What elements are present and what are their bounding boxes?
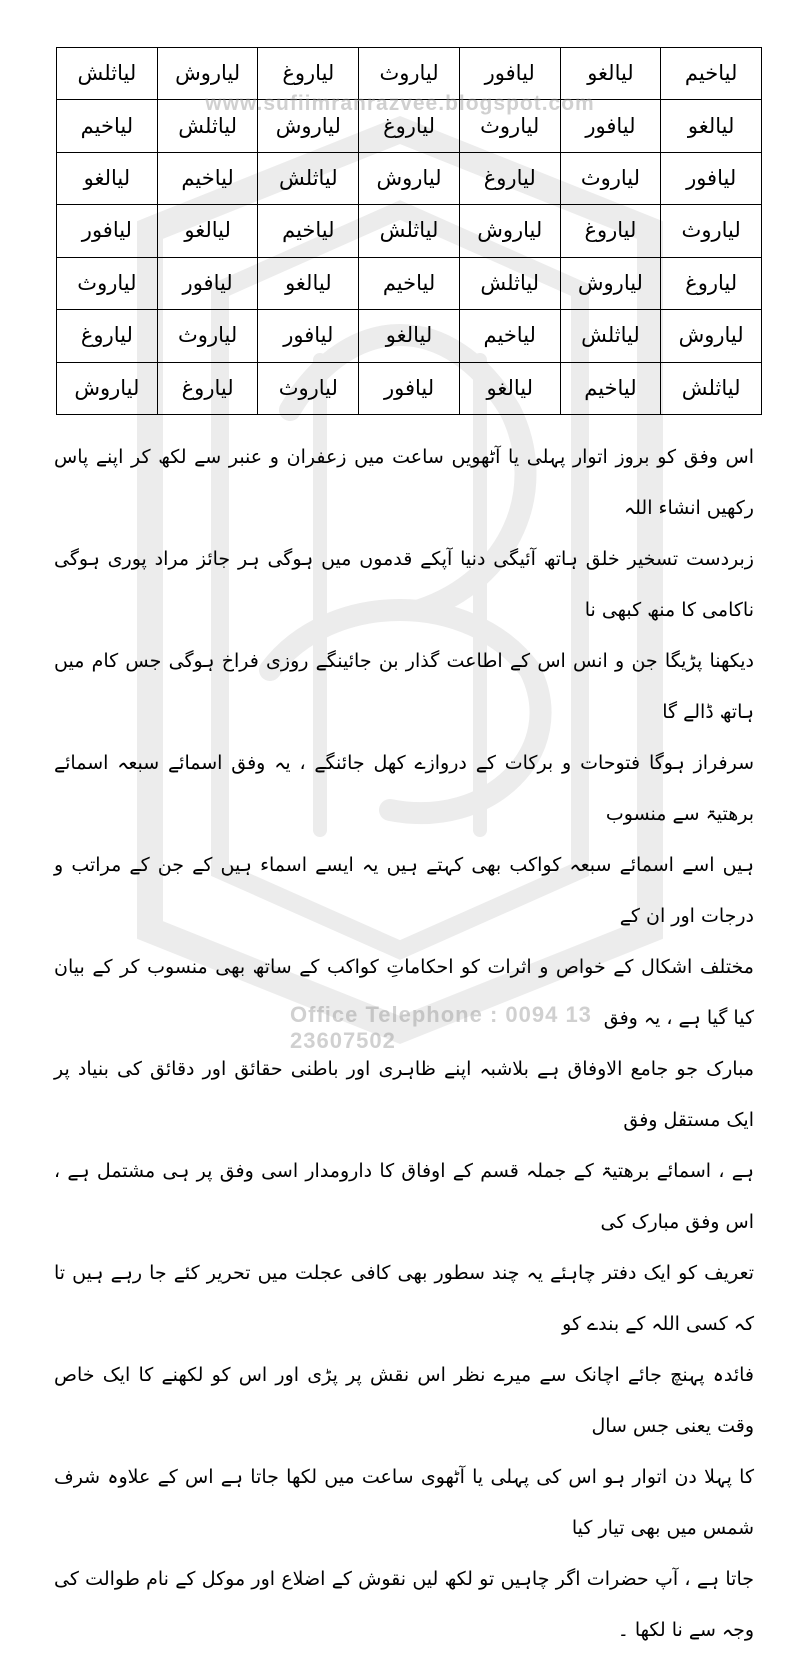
grid-cell: لیالغو — [258, 257, 359, 309]
grid-cell: لیاثلش — [157, 100, 258, 152]
grid-cell: لیاروث — [258, 362, 359, 414]
grid-cell: لیاخیم — [57, 100, 158, 152]
grid-row — [57, 257, 762, 309]
grid-cell: لیاروش — [258, 100, 359, 152]
grid-cell: لیاروغ — [560, 205, 661, 257]
grid-cell: لیاروش — [57, 362, 158, 414]
grid-cell: لیاروغ — [157, 362, 258, 414]
grid-cell: لیاروغ — [661, 257, 762, 309]
grid-cell: لیاثلش — [359, 205, 460, 257]
grid-cell: لیافور — [57, 205, 158, 257]
grid-cell: لیاروث — [57, 257, 158, 309]
body-line: جاتا ہے ، آپ حضرات اگر چاہیں تو لکھ لیں نقوش کے اضلاع اور موکل کے نام طوالت کی وجہ سے نا لکھا ۔ — [54, 1568, 754, 1641]
grid-cell: لیاروث — [560, 152, 661, 204]
grid-cell: لیاروث — [157, 310, 258, 362]
body-line: زبردست تسخیر خلق ہاتھ آئیگی دنیا آپکے قدموں میں ہوگی ہر جائز مراد پوری ہوگی ناکامی کا منھ کبھی نا — [54, 548, 754, 621]
grid-row — [57, 152, 762, 204]
grid-row — [57, 310, 762, 362]
grid-cell: لیاروش — [661, 310, 762, 362]
body-line: فائدہ پہنچ جائے اچانک سے میرے نظر اس نقش پر پڑی اور اس کو لکھنے کا ایک خاص وقت یعنی جس سال — [54, 1364, 754, 1437]
grid-cell: لیاثلش — [258, 152, 359, 204]
body-line: مبارک جو جامع الاوفاق ہے بلاشبہ اپنے ظاہری اور باطنی حقائق اور دقائق کی بنیاد پر ایک مستقل وفق — [54, 1058, 754, 1131]
grid-cell: لیاخیم — [560, 362, 661, 414]
body-line: اس وفق کو بروز اتوار پہلی یا آٹھویں ساعت میں زعفران و عنبر سے لکھ کر اپنے پاس رکھیں انشاء اللہ — [54, 446, 754, 519]
grid-cell: لیاثلش — [57, 48, 158, 100]
grid-cell: لیافور — [359, 362, 460, 414]
grid-cell: لیاخیم — [661, 48, 762, 100]
grid-cell: لیاثلش — [459, 257, 560, 309]
body-line: سرفراز ہوگا فتوحات و برکات کے دروازے کھل جائنگے ، یہ وفق اسمائے سبعہ اسمائے برھتیۃ سے منسوب — [54, 752, 754, 825]
grid-cell: لیافور — [459, 48, 560, 100]
body-line: دیکھنا پڑیگا جن و انس اس کے اطاعت گذار بن جائینگے روزی فراخ ہوگی جس کام میں ہاتھ ڈالے گا — [54, 650, 754, 723]
grid-cell: لیاخیم — [157, 152, 258, 204]
grid-cell: لیاروغ — [57, 310, 158, 362]
body-line: تعریف کو ایک دفتر چاہئے یہ چند سطور بھی کافی عجلت میں تحریر کئے جا رہے ہیں تا کہ کسی اللہ کے بندے کو — [54, 1262, 754, 1335]
body-line: مختلف اشکال کے خواص و اثرات کو احکاماتِ کواکب کے ساتھ بھی منسوب کر کے بیان کیا گیا ہے ، یہ وفق — [54, 956, 754, 1029]
watermark-url: www.sufiimranrazvee.blogspot.com — [205, 92, 595, 115]
grid-cell: لیاروش — [157, 48, 258, 100]
grid-cell: لیاروغ — [258, 48, 359, 100]
body-line: ہیں اسے اسمائے سبعہ کواکب بھی کہتے ہیں یہ ایسے اسماء ہیں کے جن کے مراتب و درجات اور ان کے — [54, 854, 754, 927]
grid-cell: لیاثلش — [661, 362, 762, 414]
grid-cell: لیالغو — [560, 48, 661, 100]
grid-cell: لیاروش — [459, 205, 560, 257]
grid-cell: لیاروث — [459, 100, 560, 152]
body-line: کا پہلا دن اتوار ہو اس کی پہلی یا آٹھوی ساعت میں لکھا جاتا ہے اس کے علاوہ شرف شمس میں بھی تیار کیا — [54, 1466, 754, 1539]
grid-cell: لیاروغ — [359, 100, 460, 152]
grid-cell: لیالغو — [459, 362, 560, 414]
grid-cell: لیاخیم — [359, 257, 460, 309]
grid-cell: لیاثلش — [560, 310, 661, 362]
grid-cell: لیاروش — [560, 257, 661, 309]
grid-cell: لیافور — [560, 100, 661, 152]
grid-row — [57, 205, 762, 257]
grid-cell: لیاروث — [359, 48, 460, 100]
grid-cell: لیافور — [157, 257, 258, 309]
grid-cell: لیالغو — [57, 152, 158, 204]
body-line: ہے ، اسمائے برھتیۃ کے جملہ قسم کے اوفاق کا دارومدار اسی وفق پر ہی مشتمل ہے ، اس وفق مبارک کی — [54, 1160, 754, 1233]
grid-cell: لیافور — [661, 152, 762, 204]
grid-cell: لیاروث — [661, 205, 762, 257]
watermark-phone: Office Telephone : 0094 13 23607502 — [290, 1002, 592, 1053]
grid-cell: لیاروغ — [459, 152, 560, 204]
grid-cell: لیافور — [258, 310, 359, 362]
grid-cell: لیالغو — [359, 310, 460, 362]
grid-cell: لیالغو — [661, 100, 762, 152]
grid-cell: لیالغو — [157, 205, 258, 257]
grid-cell: لیاروش — [359, 152, 460, 204]
grid-cell: لیاخیم — [459, 310, 560, 362]
grid-row — [57, 362, 762, 414]
grid-cell: لیاخیم — [258, 205, 359, 257]
